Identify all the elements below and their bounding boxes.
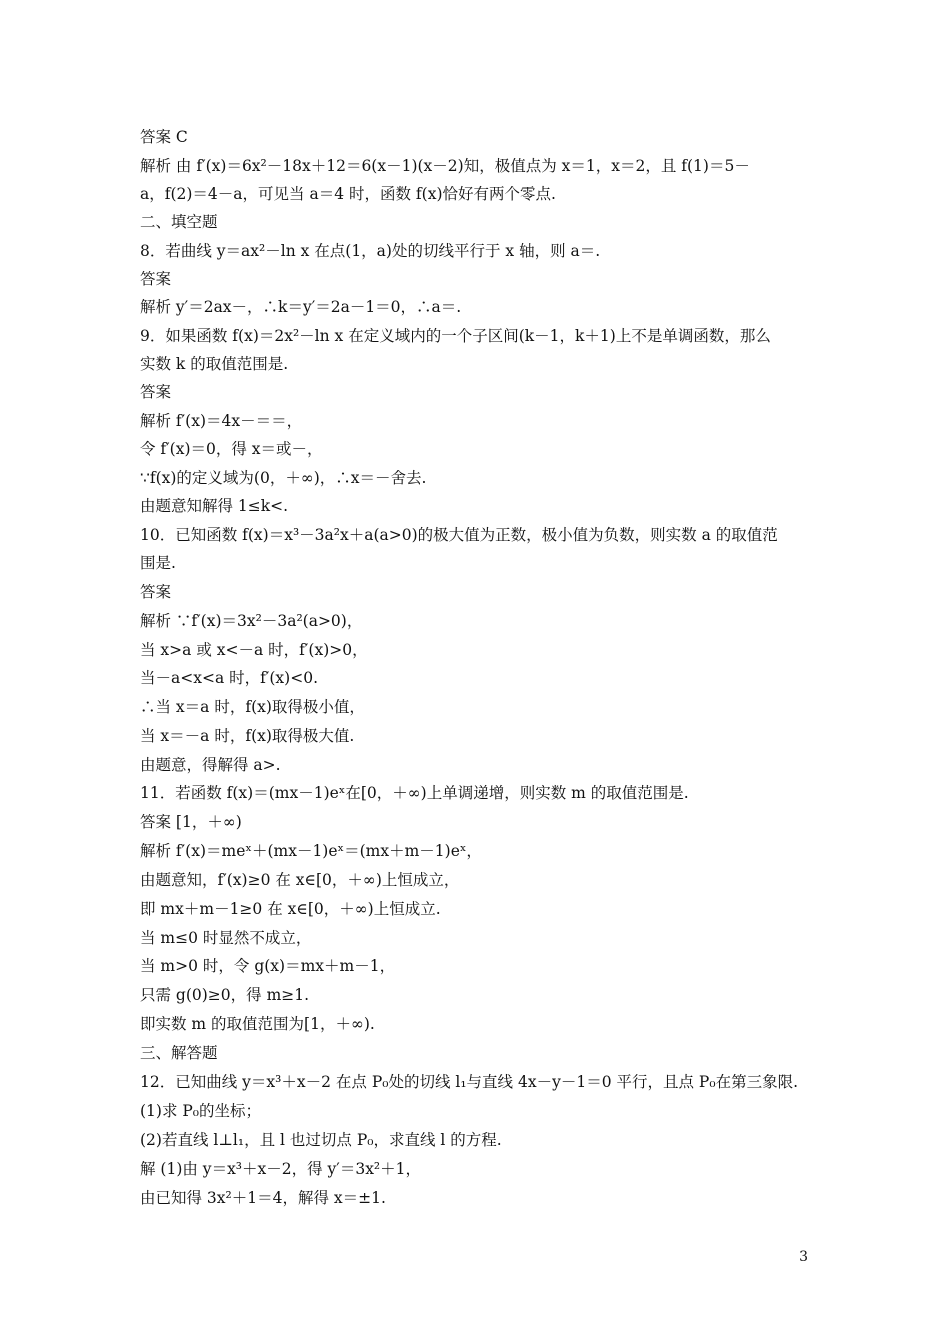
answer-line-7: 答案 C	[140, 128, 188, 146]
question-10b: 围是.	[140, 554, 176, 572]
analysis-line-7b: a，f(2)＝4－a，可见当 a＝4 时，函数 f(x)恰好有两个零点.	[140, 185, 556, 203]
analysis-line-9c: ∵f(x)的定义域为(0，＋∞)，∴x＝－舍去.	[140, 469, 427, 487]
analysis-line-10d: ∴当 x＝a 时，f(x)取得极小值，	[140, 698, 365, 716]
answer-line-8: 答案	[140, 270, 172, 288]
analysis-line-11b: 由题意知，f′(x)≥0 在 x∈[0，＋∞)上恒成立，	[140, 871, 460, 889]
section-heading-fill-in: 二、填空题	[140, 213, 218, 231]
question-11: 11．若函数 f(x)＝(mx－1)eˣ在[0，＋∞)上单调递增，则实数 m 的取值范围是.	[140, 784, 689, 802]
solution-line-12a: 解 (1)由 y＝x³＋x－2，得 y′＝3x²＋1，	[140, 1160, 422, 1178]
analysis-line-9b: 令 f′(x)＝0，得 x＝或－，	[140, 440, 323, 458]
analysis-line-9a: 解析 f′(x)＝4x－＝＝，	[140, 412, 303, 430]
analysis-line-11d: 当 m≤0 时显然不成立，	[140, 929, 312, 947]
analysis-line-10e: 当 x＝－a 时，f(x)取得极大值.	[140, 727, 355, 745]
answer-line-11: 答案 [1，＋∞)	[140, 813, 242, 831]
analysis-line-8: 解析 y′＝2ax－，∴k＝y′＝2a－1＝0，∴a＝.	[140, 298, 462, 316]
analysis-line-7a: 解析 由 f′(x)＝6x²－18x＋12＝6(x－1)(x－2)知，极值点为 x＝1，x＝2，且 f(1)＝5－	[140, 157, 750, 175]
question-12-part-2: (2)若直线 l⊥l₁，且 l 也过切点 P₀，求直线 l 的方程.	[140, 1131, 502, 1149]
answer-line-9: 答案	[140, 383, 172, 401]
analysis-line-11g: 即实数 m 的取值范围为[1，＋∞).	[140, 1015, 375, 1033]
question-9b: 实数 k 的取值范围是.	[140, 355, 289, 373]
question-10a: 10．已知函数 f(x)＝x³－3a²x＋a(a>0)的极大值为正数，极小值为负数，则实数 a 的取值范	[140, 526, 778, 544]
analysis-line-11e: 当 m>0 时，令 g(x)＝mx＋m－1，	[140, 957, 396, 975]
analysis-line-9d: 由题意知解得 1≤k<.	[140, 497, 289, 515]
analysis-line-10c: 当－a<x<a 时，f′(x)<0.	[140, 669, 318, 687]
solution-line-12b: 由已知得 3x²＋1＝4，解得 x＝±1.	[140, 1189, 386, 1207]
analysis-line-11c: 即 mx＋m－1≥0 在 x∈[0，＋∞)上恒成立.	[140, 900, 441, 918]
analysis-line-10a: 解析 ∵f′(x)＝3x²－3a²(a>0)，	[140, 612, 363, 630]
analysis-line-11a: 解析 f′(x)＝meˣ＋(mx－1)eˣ＝(mx＋m－1)eˣ，	[140, 842, 482, 860]
question-8: 8．若曲线 y＝ax²－ln x 在点(1，a)处的切线平行于 x 轴，则 a＝.	[140, 242, 601, 260]
question-12-part-1: (1)求 P₀的坐标；	[140, 1102, 262, 1120]
page-number: 3	[799, 1249, 808, 1265]
analysis-line-11f: 只需 g(0)≥0，得 m≥1.	[140, 986, 310, 1004]
question-9a: 9．如果函数 f(x)＝2x²－ln x 在定义域内的一个子区间(k－1，k＋1)上不是单调函数，那么	[140, 327, 771, 345]
answer-line-10: 答案	[140, 583, 172, 601]
question-12: 12．已知曲线 y＝x³＋x－2 在点 P₀处的切线 l₁与直线 4x－y－1＝0 平行，且点 P₀在第三象限.	[140, 1073, 798, 1091]
section-heading-solutions: 三、解答题	[140, 1044, 218, 1062]
analysis-line-10b: 当 x>a 或 x<－a 时，f′(x)>0，	[140, 641, 368, 659]
analysis-line-10f: 由题意，得解得 a>.	[140, 756, 281, 774]
